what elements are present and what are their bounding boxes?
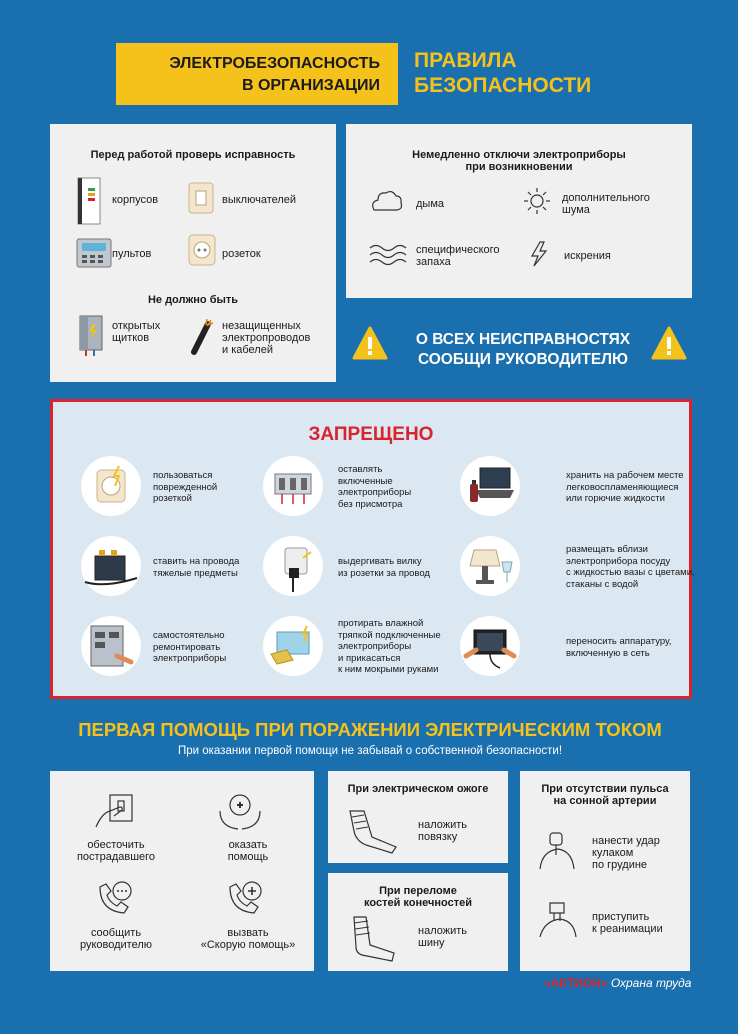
fracture-action bbox=[418, 925, 467, 949]
smell-l2: запаха bbox=[416, 256, 451, 268]
warning-text bbox=[393, 330, 653, 370]
pulse-title bbox=[520, 783, 690, 807]
aid-notify-l1: сообщить bbox=[90, 927, 142, 939]
open-panels-l2: щитков bbox=[112, 332, 150, 344]
fracture-action-l1: наложить bbox=[418, 925, 468, 937]
pulse-title-l2: на сонной артерии bbox=[553, 795, 657, 807]
f8-l5: к ним мокрыми руками bbox=[338, 664, 439, 675]
f7-l2: ремонтировать bbox=[153, 641, 221, 653]
not-allowed-title: Не должно быть bbox=[147, 294, 239, 306]
header-title-line2: В ОРГАНИЗАЦИИ bbox=[241, 77, 380, 94]
chest-punch-icon bbox=[536, 829, 580, 871]
f8-l3: электроприборы bbox=[338, 641, 412, 652]
first-aid-title: ПЕРВАЯ ПОМОЩЬ ПРИ ПОРАЖЕНИИ ЭЛЕКТРИЧЕСКИМ ТОКОМ bbox=[78, 719, 662, 740]
wet-cloth-icon bbox=[263, 616, 323, 676]
burn-card bbox=[328, 771, 508, 863]
spark-icon bbox=[526, 240, 552, 268]
brand-aktion: «АКТИОН» bbox=[544, 976, 608, 990]
pulse-a-l3: по грудине bbox=[592, 859, 648, 871]
splinted-leg-icon bbox=[346, 915, 402, 963]
not-item-open-panels bbox=[112, 320, 160, 344]
check-item-cases: корпусов bbox=[112, 194, 159, 206]
f1-l1: пользоваться bbox=[153, 470, 213, 481]
pulse-b-l1: приступить bbox=[592, 911, 650, 923]
aid-ambulance-l1: вызвать bbox=[227, 927, 269, 939]
warning-line2: СООБЩИ РУКОВОДИТЕЛЮ bbox=[417, 351, 629, 368]
noise-l1: дополнительного bbox=[562, 192, 650, 204]
bare-cable-icon bbox=[190, 318, 214, 354]
pulse-card bbox=[520, 771, 690, 971]
unattended-devices-icon bbox=[263, 456, 323, 516]
header-title-line1: ЭЛЕКТРОБЕЗОПАСНОСТЬ bbox=[169, 55, 380, 72]
f9-l2: включенную в сеть bbox=[566, 647, 650, 659]
disconnect-title bbox=[346, 149, 692, 173]
fracture-title-l2: костей конечностей bbox=[364, 897, 472, 909]
aid-call-ambulance bbox=[182, 927, 314, 951]
check-title: Перед работой проверь исправность bbox=[90, 149, 296, 161]
f6-l3: с жидкостью вазы с цветами, bbox=[566, 567, 695, 578]
burn-action bbox=[418, 819, 467, 843]
forbidden-item-8 bbox=[338, 618, 441, 676]
heavy-on-wire-icon bbox=[81, 536, 141, 596]
f1-l2: поврежденной bbox=[153, 481, 218, 493]
brand-logo bbox=[544, 976, 691, 990]
forbidden-item-6 bbox=[566, 544, 695, 590]
f4-l1: ставить на провода bbox=[153, 556, 240, 567]
aid-power-off-l2: пострадавшего bbox=[76, 851, 156, 863]
pulse-a-l2: кулаком bbox=[592, 847, 634, 859]
burn-title: При электрическом ожоге bbox=[347, 783, 489, 795]
first-aid-subtitle: При оказании первой помощи не забывай о собственной безопасности! bbox=[177, 745, 563, 757]
rules-line2: БЕЗОПАСНОСТИ bbox=[414, 74, 592, 97]
open-panel-icon bbox=[76, 314, 106, 356]
switch-icon bbox=[188, 182, 214, 214]
f8-l4: и прикасаться bbox=[338, 652, 401, 664]
f2-l3: электроприборы bbox=[338, 487, 412, 498]
brand-ohrana: Охрана труда bbox=[607, 976, 692, 990]
pulse-action-a bbox=[592, 835, 660, 871]
noise-icon bbox=[522, 186, 552, 216]
disconnect-item-smoke: дыма bbox=[416, 198, 445, 210]
socket-icon bbox=[188, 234, 216, 266]
disconnect-title-l1: Немедленно отключи электроприборы bbox=[412, 149, 626, 161]
check-item-sockets: розеток bbox=[222, 248, 261, 260]
bare-wires-l2: электропроводов bbox=[222, 332, 311, 344]
first-aid-left-card bbox=[50, 771, 314, 971]
not-item-bare-wires bbox=[222, 320, 310, 356]
pulse-b-l2: к реанимации bbox=[592, 923, 663, 935]
liquid-near-device-icon bbox=[460, 536, 520, 596]
burn-action-l1: наложить bbox=[418, 819, 468, 831]
check-card bbox=[50, 124, 336, 382]
smoke-icon bbox=[370, 188, 404, 214]
check-item-remotes: пультов bbox=[112, 248, 152, 260]
pulse-action-b bbox=[592, 911, 663, 935]
smell-icon bbox=[368, 242, 408, 266]
phone-ambulance-icon bbox=[226, 879, 264, 917]
f6-l2: электроприбора посуду bbox=[566, 555, 671, 567]
smell-l1: специфического bbox=[416, 244, 500, 256]
f7-l1: самостоятельно bbox=[153, 630, 225, 641]
fracture-action-l2: шину bbox=[418, 937, 445, 949]
aid-ambulance-l2: «Скорую помощь» bbox=[200, 939, 296, 951]
check-item-switches: выключателей bbox=[222, 194, 297, 206]
pulse-a-l1: нанести удар bbox=[592, 835, 660, 847]
cpr-icon bbox=[536, 899, 580, 939]
power-off-hand-icon bbox=[94, 793, 136, 831]
fracture-card bbox=[328, 873, 508, 971]
f2-l4: без присмотра bbox=[338, 498, 403, 510]
aid-give-help-l2: помощь bbox=[227, 851, 269, 863]
carry-device-icon bbox=[460, 616, 520, 676]
f3-l2: легковоспламеняющиеся bbox=[566, 481, 679, 493]
bare-wires-l3: и кабелей bbox=[222, 344, 273, 356]
f3-l3: или горючие жидкости bbox=[566, 493, 665, 504]
header-title-box bbox=[116, 43, 398, 105]
f9-l1: переносить аппаратуру, bbox=[566, 636, 672, 647]
disconnect-item-sparking: искрения bbox=[564, 250, 611, 262]
f5-l2: из розетки за провод bbox=[338, 567, 430, 579]
f4-l2: тяжелые предметы bbox=[153, 567, 238, 579]
disconnect-title-l2: при возникновении bbox=[465, 161, 573, 173]
aid-notify-l2: руководителю bbox=[79, 939, 153, 951]
aid-power-off bbox=[50, 839, 182, 863]
forbidden-item-4 bbox=[153, 556, 239, 579]
open-panels-l1: открытых bbox=[112, 320, 161, 332]
disconnect-item-smell bbox=[416, 244, 500, 268]
warning-left-icon bbox=[352, 326, 388, 360]
rules-line1: ПРАВИЛА bbox=[414, 49, 517, 72]
device-case-icon bbox=[76, 176, 102, 226]
self-repair-icon bbox=[81, 616, 141, 676]
forbidden-item-7 bbox=[153, 630, 226, 665]
aid-notify-manager bbox=[50, 927, 182, 951]
damaged-socket-icon bbox=[81, 456, 141, 516]
f6-l1: размещать вблизи bbox=[566, 544, 648, 555]
pulse-title-l1: При отсутствии пульса bbox=[541, 783, 669, 795]
forbidden-item-2 bbox=[338, 464, 411, 510]
f2-l1: оставлять bbox=[338, 464, 383, 475]
phone-chat-icon bbox=[96, 879, 134, 917]
bandaged-arm-icon bbox=[346, 807, 402, 855]
noise-l2: шума bbox=[562, 204, 590, 216]
control-panel-icon bbox=[76, 236, 112, 268]
burn-action-l2: повязку bbox=[418, 831, 458, 843]
disconnect-card bbox=[346, 124, 692, 298]
aid-give-help-l1: оказать bbox=[228, 839, 268, 851]
fracture-title-l1: При переломе bbox=[379, 885, 457, 897]
aid-give-help bbox=[182, 839, 314, 863]
f3-l1: хранить на рабочем месте bbox=[566, 470, 684, 481]
fracture-title bbox=[328, 885, 508, 909]
care-hands-icon bbox=[218, 791, 262, 831]
f2-l2: включенные bbox=[338, 475, 393, 487]
aid-power-off-l1: обесточить bbox=[87, 839, 145, 851]
forbidden-item-1 bbox=[153, 470, 217, 505]
flammable-liquids-icon bbox=[460, 456, 520, 516]
disconnect-item-noise bbox=[562, 192, 650, 216]
f6-l4: стаканы с водой bbox=[566, 578, 639, 590]
f8-l2: тряпкой подключенные bbox=[338, 629, 441, 641]
f1-l3: розеткой bbox=[153, 493, 192, 504]
f7-l3: электроприборы bbox=[153, 653, 227, 664]
warning-line1: О ВСЕХ НЕИСПРАВНОСТЯХ bbox=[415, 331, 631, 348]
forbidden-item-9 bbox=[566, 636, 671, 659]
pull-plug-icon bbox=[263, 536, 323, 596]
forbidden-title: ЗАПРЕЩЕНО bbox=[308, 424, 434, 445]
f5-l1: выдергивать вилку bbox=[338, 556, 422, 567]
f8-l1: протирать влажной bbox=[338, 618, 424, 629]
bare-wires-l1: незащищенных bbox=[222, 320, 301, 332]
header-rules-title bbox=[414, 48, 591, 98]
warning-right-icon bbox=[651, 326, 687, 360]
forbidden-item-5 bbox=[338, 556, 430, 579]
forbidden-item-3 bbox=[566, 470, 684, 505]
